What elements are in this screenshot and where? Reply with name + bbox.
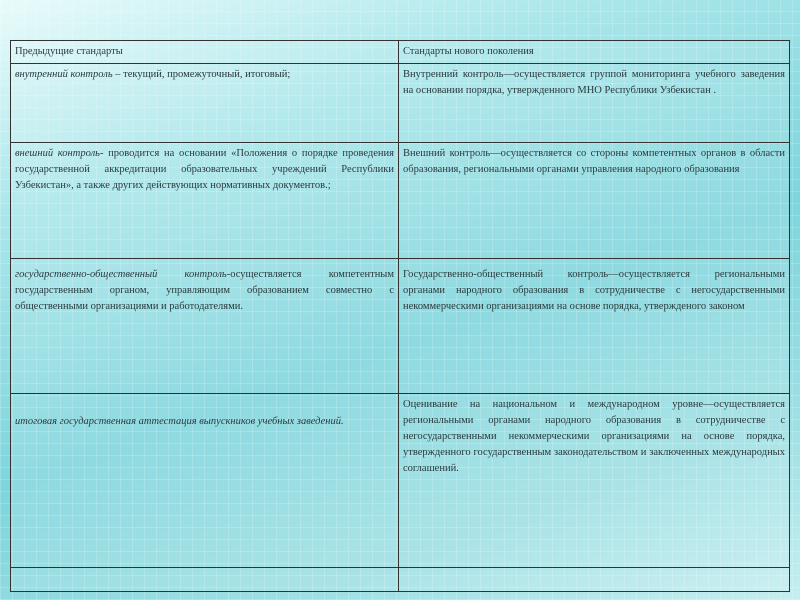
table-cell: Государственно-общественный контроль—осуществляется региональными органами народного образования в сотрудничестве с негосударственными некоммерческими организациями на основе порядка, утвержденого законом	[399, 259, 790, 394]
cell-text: – текущий, промежуточный, итоговый;	[112, 69, 291, 80]
term: итоговая государственная аттестация выпускников учебных заведений.	[15, 416, 344, 427]
table-row	[11, 143, 790, 259]
table-header-row	[11, 41, 790, 64]
table-cell	[11, 64, 399, 143]
table-row-empty	[11, 568, 790, 592]
table-cell	[399, 568, 790, 592]
table-cell: Внешний контроль—осуществляется со стороны компетентных органов в области образования, региональными органами управления народного образования	[399, 143, 790, 259]
table-row	[11, 259, 790, 394]
table-cell	[11, 394, 399, 568]
term: государственно-общественный контроль	[15, 269, 227, 280]
table-cell	[11, 568, 399, 592]
table-row	[11, 394, 790, 568]
table-cell	[11, 259, 399, 394]
table-cell: Внутренний контроль—осуществляется группой мониторинга учебного заведения на основании порядка, утвержденного МНО Республики Узбекистан .	[399, 64, 790, 143]
table-cell: Оценивание на национальном и международном уровне—осуществляется региональными органами народного образования в сотрудничестве с негосударственными некоммерческими организациями на основе порядка, утвержденного государственным законодательством и заключенных международных соглашений.	[399, 394, 790, 568]
term: внешний контроль	[15, 148, 100, 159]
header-previous-standards: Предыдущие стандарты	[11, 41, 399, 64]
cell-text: -осуществляется компетентным государственным органом, управляющим образованием совместно с общественными организациями и работодателями.	[15, 269, 395, 312]
table-row	[11, 64, 790, 143]
term: внутренний контроль	[15, 69, 113, 80]
table-cell	[11, 143, 399, 259]
header-new-standards: Стандарты нового поколения	[399, 41, 790, 64]
cell-text: - проводится на основании «Положения о порядке проведения государственной аккредитации образовательных учреждений Республики Узбекистан», а также других действующих нормативных документов.;	[15, 148, 394, 191]
standards-comparison-table	[10, 40, 790, 592]
